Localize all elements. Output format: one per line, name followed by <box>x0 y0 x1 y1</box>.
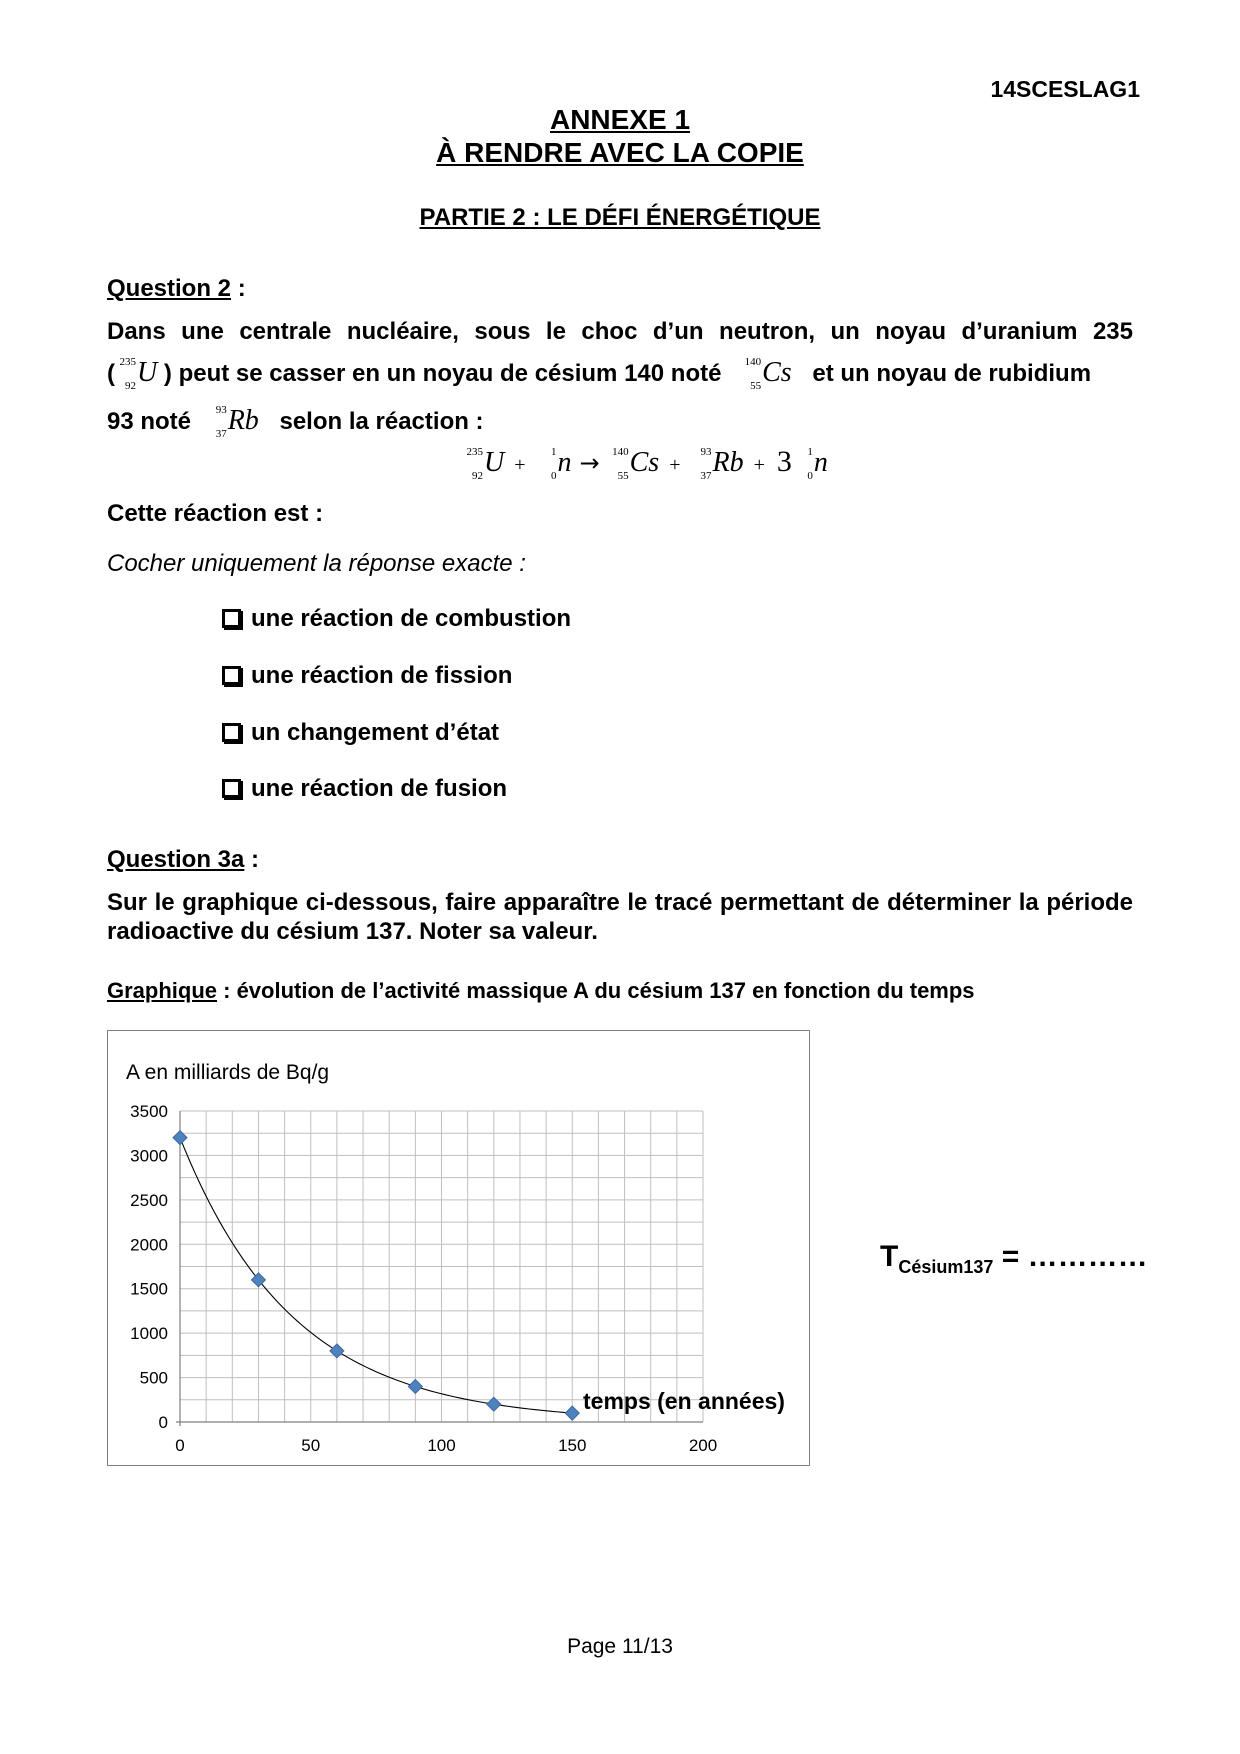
question-3a-text: Sur le graphique ci-dessous, faire apparaître le tracé permettant de déterminer la période radioactive du césium 137. Noter sa valeur. <box>107 889 1133 945</box>
x-tick-label: 50 <box>301 1436 321 1455</box>
y-tick-label: 1000 <box>130 1324 168 1344</box>
x-tick-label: 0 <box>175 1436 185 1455</box>
chart-caption: Graphique : évolution de l’activité massique A du césium 137 en fonction du temps <box>107 978 975 1003</box>
question-3a-heading: Question 3a : <box>107 846 260 873</box>
uranium-nuclide: 235 92 U <box>119 356 158 392</box>
y-tick-label: 2000 <box>130 1235 168 1255</box>
data-point <box>408 1379 422 1393</box>
annex-title: ANNEXE 1 <box>549 104 691 135</box>
choice-fusion[interactable]: une réaction de fusion <box>222 775 507 803</box>
x-tick-label: 100 <box>427 1436 456 1455</box>
activity-chart <box>107 1030 810 1466</box>
question-2-instruction: Cocher uniquement la réponse exacte : <box>107 550 526 577</box>
checkbox-state-change[interactable] <box>222 723 241 742</box>
question-2-statement: Cette réaction est : <box>107 500 324 527</box>
activity-chart-svg <box>108 1031 811 1467</box>
question-2-line-3: 93 noté 93 37 Rb selon la réaction : <box>107 404 484 440</box>
x-axis-label: temps (en années) <box>583 1388 785 1414</box>
question-2-heading: Question 2 : <box>107 275 246 302</box>
data-point <box>251 1273 265 1287</box>
rubidium-nuclide: 93 37 Rb <box>215 404 259 440</box>
question-2-line-1: Dans une centrale nucléaire, sous le choc d’un neutron, un noyau d’uranium 235 <box>107 318 1133 345</box>
y-tick-label: 3000 <box>130 1146 168 1166</box>
checkbox-fusion[interactable] <box>222 779 241 798</box>
choice-combustion[interactable]: une réaction de combustion <box>222 605 571 633</box>
annex-subtitle: À RENDRE AVEC LA COPIE <box>436 137 804 168</box>
document-code: 14SCESLAG1 <box>990 76 1140 102</box>
cesium-nuclide: 140 55 Cs <box>744 356 792 392</box>
x-tick-label: 150 <box>558 1436 587 1455</box>
fission-equation: 235 92 U + 1 0 n → 140 55 Cs + 93 37 Rb + 3 1 0 n <box>466 445 828 482</box>
choice-fission[interactable]: une réaction de fission <box>222 662 512 690</box>
y-tick-label: 3500 <box>130 1102 168 1121</box>
choice-state-change[interactable]: un changement d’état <box>222 719 499 747</box>
y-tick-label: 1500 <box>130 1279 168 1299</box>
period-answer: $T_{Césium137}$ = ………… <box>880 1240 1148 1277</box>
y-axis-label: A en milliards de Bq/g <box>126 1061 330 1084</box>
checkbox-fission[interactable] <box>222 666 241 685</box>
trendline <box>180 1138 572 1413</box>
part-title: PARTIE 2 : LE DÉFI ÉNERGÉTIQUE <box>419 204 821 231</box>
y-tick-label: 500 <box>139 1368 168 1388</box>
data-point <box>565 1406 579 1420</box>
y-tick-label: 2500 <box>130 1190 168 1210</box>
x-tick-label: 200 <box>688 1436 718 1455</box>
question-2-line-2: ( 235 92 U ) peut se casser en un noyau de césium 140 noté 140 55 Cs et un noyau de rubidium <box>107 356 1092 392</box>
page-number: Page 11/13 <box>567 1635 673 1658</box>
y-tick-label: 0 <box>158 1413 168 1432</box>
checkbox-combustion[interactable] <box>222 609 241 628</box>
